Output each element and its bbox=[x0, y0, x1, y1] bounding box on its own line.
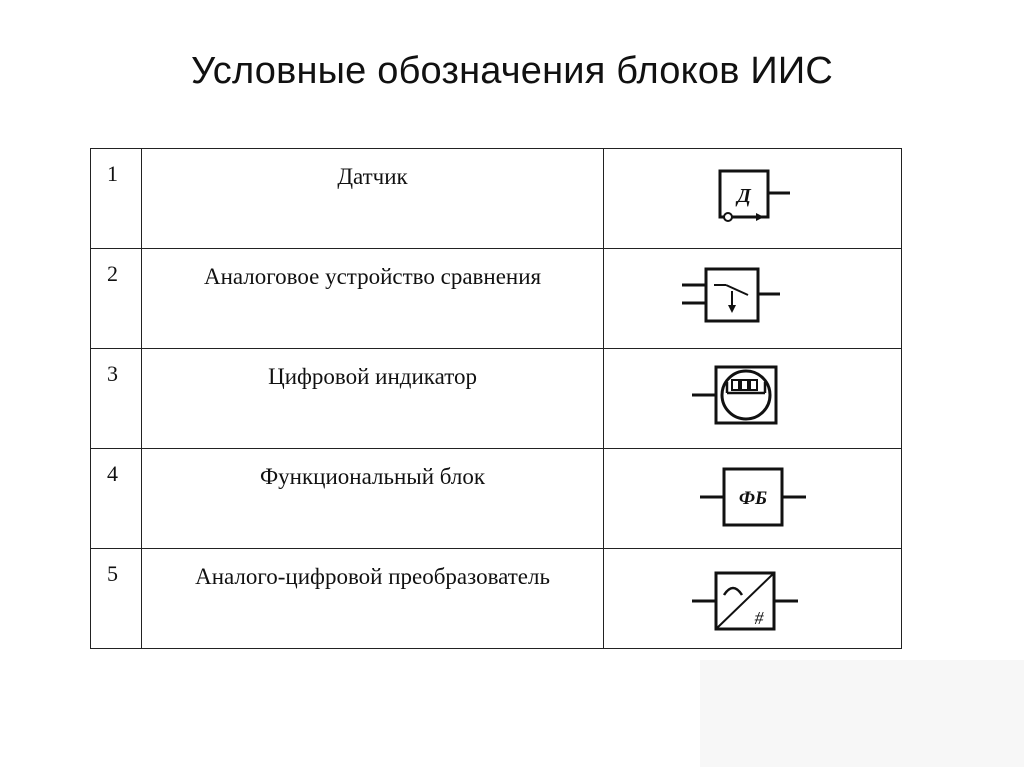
table-row bbox=[91, 149, 902, 249]
row-number: 3 bbox=[107, 361, 118, 386]
row-number-cell bbox=[91, 349, 142, 449]
table-row bbox=[91, 349, 902, 449]
row-number: 5 bbox=[107, 561, 118, 586]
row-number-cell bbox=[91, 449, 142, 549]
row-number: 4 bbox=[107, 461, 118, 486]
row-symbol-cell bbox=[603, 249, 901, 349]
symbols-table bbox=[90, 148, 902, 649]
function-block-label: ФБ bbox=[738, 488, 768, 509]
digital-indicator-icon bbox=[604, 349, 901, 448]
row-name-cell bbox=[142, 349, 604, 449]
row-symbol-cell bbox=[603, 449, 901, 549]
block-name: Цифровой индикатор bbox=[268, 364, 477, 389]
page-title: Условные обозначения блоков ИИС bbox=[190, 50, 834, 92]
block-name: Функциональный блок bbox=[260, 464, 486, 489]
row-name-cell bbox=[142, 249, 604, 349]
row-symbol-cell bbox=[603, 349, 901, 449]
analog-comparator-icon bbox=[604, 249, 901, 348]
row-number-cell bbox=[91, 549, 142, 649]
sensor-icon bbox=[604, 149, 901, 248]
row-number-cell bbox=[91, 249, 142, 349]
block-name: Аналого-цифровой преобразователь bbox=[195, 564, 550, 589]
table-row bbox=[91, 549, 902, 649]
row-number-cell bbox=[91, 149, 142, 249]
row-name-cell bbox=[142, 549, 604, 649]
row-number: 1 bbox=[107, 161, 118, 186]
table-row bbox=[91, 449, 902, 549]
adc-label: # bbox=[754, 608, 764, 628]
adc-icon bbox=[604, 549, 901, 648]
sensor-label: Д bbox=[737, 185, 751, 207]
row-symbol-cell bbox=[603, 549, 901, 649]
row-name-cell bbox=[142, 149, 604, 249]
block-name: Аналоговое устройство сравнения bbox=[203, 264, 542, 289]
block-name: Датчик bbox=[337, 164, 408, 189]
table-row bbox=[91, 249, 902, 349]
function-block-icon bbox=[604, 449, 901, 548]
row-name-cell bbox=[142, 449, 604, 549]
row-symbol-cell bbox=[603, 149, 901, 249]
row-number: 2 bbox=[107, 261, 118, 286]
background-shade bbox=[700, 660, 1024, 767]
